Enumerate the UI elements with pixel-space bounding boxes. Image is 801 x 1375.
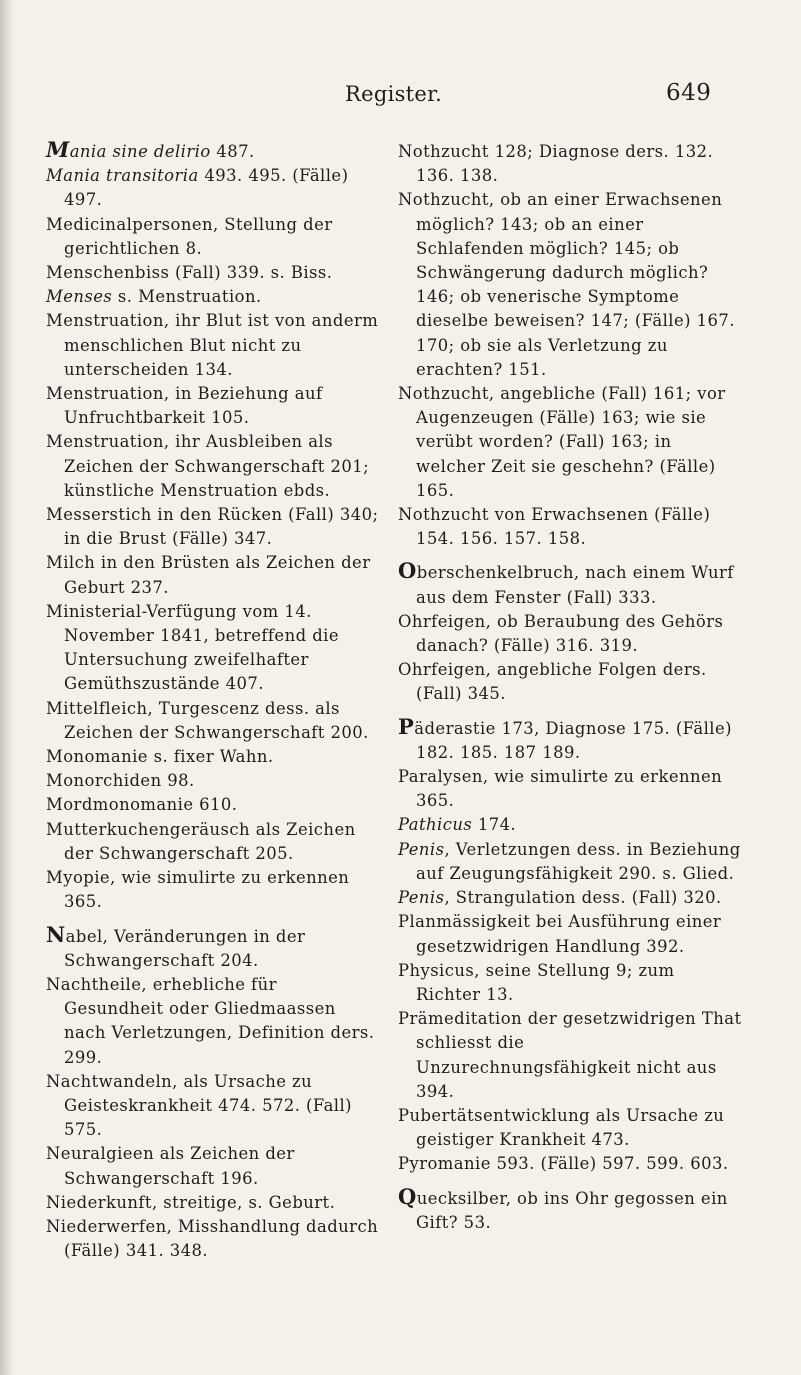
index-entry	[398, 910, 742, 958]
entry-text: Nachtheile, erhebliche für Gesundheit oder Gliedmaassen nach Verletzungen, Definition ders. 299.	[46, 974, 375, 1067]
entry-italic-term: Pathicus	[398, 815, 473, 835]
index-entry	[46, 382, 380, 430]
entry-text: Niederwerfen, Misshandlung dadurch (Fälle) 341. 348.	[46, 1216, 379, 1261]
index-entry	[398, 503, 742, 551]
scan-edge-shadow	[0, 0, 14, 1375]
index-entry	[398, 1183, 742, 1235]
index-entry	[46, 818, 380, 866]
page-number: 649	[666, 80, 712, 106]
page-header-title: Register.	[345, 82, 443, 106]
index-entry	[46, 261, 380, 285]
index-entry	[46, 503, 380, 551]
entry-text: 174.	[472, 815, 517, 835]
section-initial: Q	[398, 1183, 417, 1209]
entry-text: Pubertätsentwicklung als Ursache zu geistiger Krankheit 473.	[398, 1105, 725, 1150]
index-column-left	[46, 137, 380, 1263]
entry-text: 493. 495. (Fälle) 497.	[64, 166, 349, 210]
index-entry	[46, 697, 380, 745]
entry-text: Menstruation, in Beziehung auf Unfruchtbarkeit 105.	[46, 384, 323, 428]
entry-italic-term: Penis	[398, 839, 445, 859]
index-entry	[46, 921, 380, 973]
section-gap	[398, 1177, 742, 1187]
entry-text: abel, Veränderungen in der Schwangerschaft 204.	[64, 926, 306, 970]
section-initial: N	[46, 921, 66, 947]
section-initial: O	[398, 558, 417, 584]
entry-text: Messerstich in den Rücken (Fall) 340; in die Brust (Fälle) 347.	[46, 505, 379, 549]
section-initial: P	[398, 713, 415, 739]
entry-text: Niederkunft, streitige, s. Geburt.	[46, 1192, 336, 1212]
entry-italic-term: Mania transitoria	[46, 166, 199, 186]
entry-text: Ohrfeigen, ob Beraubung des Gehörs danach? (Fälle) 316. 319.	[398, 611, 724, 656]
index-entry	[398, 140, 742, 188]
entry-text: Pyromanie 593. (Fälle) 597. 599. 603.	[398, 1154, 729, 1174]
index-entry	[398, 1152, 742, 1176]
index-entry	[46, 769, 380, 793]
index-entry	[46, 1215, 380, 1263]
index-entry	[46, 745, 380, 769]
entry-italic-term: Menses	[46, 287, 113, 307]
index-entry	[46, 866, 380, 914]
index-entry	[398, 1007, 742, 1104]
entry-text: Nachtwandeln, als Ursache zu Geisteskrankheit 474. 572. (Fall) 575.	[46, 1071, 353, 1140]
running-head	[0, 82, 801, 110]
index-entry	[46, 285, 380, 309]
index-entry	[46, 1191, 380, 1215]
entry-text: berschenkelbruch, nach einem Wurf aus dem Fenster (Fall) 333.	[416, 563, 734, 607]
index-entry	[398, 765, 742, 813]
index-entry	[398, 382, 742, 503]
index-entry	[398, 558, 742, 609]
index-entry	[46, 309, 380, 382]
entry-text: , Strangulation dess. (Fall) 320.	[444, 888, 722, 908]
index-entry	[46, 164, 380, 212]
entry-text: Menschenbiss (Fall) 339. s. Biss.	[46, 263, 333, 283]
index-entry	[398, 713, 742, 765]
index-entry	[46, 1142, 380, 1190]
section-gap	[398, 551, 742, 561]
entry-text: , Verletzungen dess. in Beziehung auf Zeugungsfähigkeit 290. s. Glied.	[416, 839, 741, 883]
entry-text: Nothzucht, angebliche (Fall) 161; vor Augenzeugen (Fälle) 163; wie sie verübt worden? (Fall) 163; in welcher Zeit sie geschehn? (Fälle) 165.	[398, 384, 726, 500]
index-entry	[46, 213, 380, 261]
index-entry	[46, 1070, 380, 1143]
index-entry	[46, 600, 380, 697]
index-entry	[398, 610, 742, 658]
entry-text: Mutterkuchengeräusch als Zeichen der Schwangerschaft 205.	[46, 819, 356, 863]
entry-text: Monorchiden 98.	[46, 771, 195, 791]
index-entry	[398, 188, 742, 382]
entry-text: Mordmonomanie 610.	[46, 795, 238, 815]
section-gap	[398, 707, 742, 717]
section-initial: M	[46, 137, 70, 162]
entry-text: Neuralgieen als Zeichen der Schwangerschaft 196.	[46, 1144, 295, 1188]
entry-text: Myopie, wie simulirte zu erkennen 365.	[46, 868, 350, 912]
section-gap	[46, 915, 380, 925]
index-entry	[398, 886, 742, 910]
index-entry	[398, 959, 742, 1007]
index-entry	[46, 793, 380, 817]
index-entry	[46, 973, 380, 1070]
index-entry	[398, 813, 742, 837]
entry-text: Menstruation, ihr Ausbleiben als Zeichen der Schwangerschaft 201; künstliche Menstruation ebds.	[46, 432, 370, 500]
entry-text: Physicus, seine Stellung 9; zum Richter 13.	[398, 960, 675, 1004]
entry-text: Nothzucht von Erwachsenen (Fälle) 154. 156. 157. 158.	[398, 505, 711, 549]
index-entry	[398, 658, 742, 706]
entry-text: Medicinalpersonen, Stellung der gerichtlichen 8.	[46, 214, 333, 258]
entry-text: Nothzucht 128; Diagnose ders. 132. 136. 138.	[398, 142, 714, 186]
entry-text: Paralysen, wie simulirte zu erkennen 365.	[398, 767, 723, 811]
entry-text: Prämeditation der gesetzwidrigen That schliesst die Unzurechnungsfähigkeit nicht aus 394.	[398, 1009, 742, 1101]
entry-italic-term: ania sine delirio	[69, 142, 211, 161]
entry-text: äderastie 173, Diagnose 175. (Fälle) 182. 185. 187 189.	[414, 718, 732, 762]
index-entry	[46, 551, 380, 599]
entry-italic-term: Penis	[398, 888, 445, 908]
entry-text: uecksilber, ob ins Ohr gegossen ein Gift? 53.	[416, 1188, 728, 1232]
entry-text: Nothzucht, ob an einer Erwachsenen möglich? 143; ob an einer Schlafenden möglich? 145; ob Schwängerung dadurch möglich? 146; ob venerische Symptome dieselbe beweisen? 147; (Fälle) 167. 170; ob sie als Verletzung zu erachten? 151.	[398, 190, 735, 379]
entry-text: Planmässigkeit bei Ausführung einer gesetzwidrigen Handlung 392.	[398, 912, 722, 956]
entry-text: Ohrfeigen, angebliche Folgen ders. (Fall) 345.	[398, 660, 707, 704]
entry-text: Monomanie s. fixer Wahn.	[46, 747, 274, 767]
index-entry	[398, 1104, 742, 1152]
entry-text: Milch in den Brüsten als Zeichen der Geburt 237.	[46, 553, 371, 597]
index-entry	[46, 137, 380, 164]
entry-text: Menstruation, ihr Blut ist von anderm menschlichen Blut nicht zu unterscheiden 134.	[46, 311, 379, 379]
entry-text: Mittelfleich, Turgescenz dess. als Zeichen der Schwangerschaft 200.	[46, 698, 369, 742]
entry-text: Ministerial-Verfügung vom 14. November 1841, betreffend die Untersuchung zweifelhafter Gemüthszustände 407.	[46, 601, 339, 694]
entry-text: s. Menstruation.	[112, 287, 262, 307]
index-entry	[398, 838, 742, 886]
entry-text: 487.	[210, 142, 255, 161]
index-column-right	[398, 140, 742, 1235]
index-entry	[46, 430, 380, 503]
